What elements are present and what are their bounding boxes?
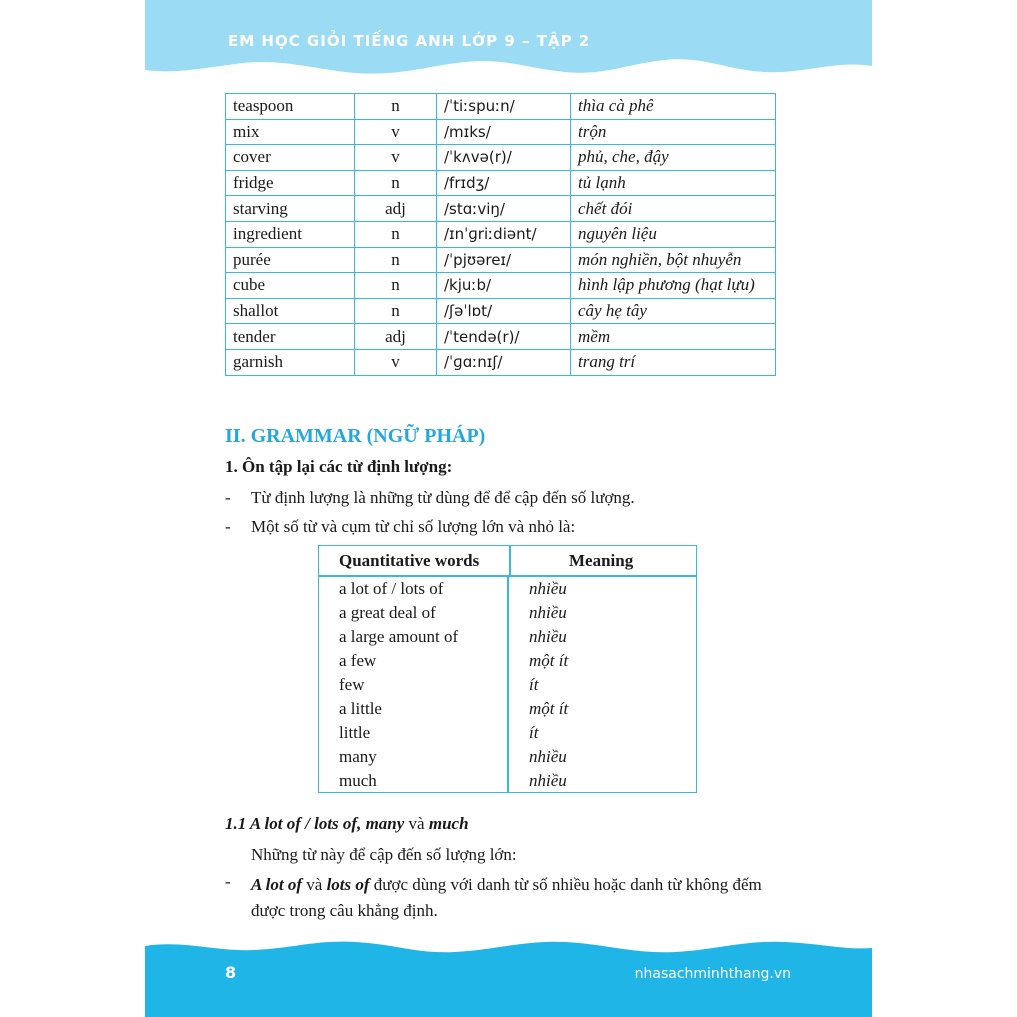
- vocab-word: cube: [226, 273, 355, 299]
- subheading-a-lot-of: [225, 814, 469, 834]
- vocab-type: n: [355, 170, 437, 196]
- vocab-ipa: /ˈɡɑːnɪʃ/: [437, 349, 571, 375]
- quantifier-meaning: nhiều: [529, 627, 567, 646]
- vocab-row: [226, 221, 776, 247]
- quantifier-meaning: ít: [529, 723, 539, 742]
- vocab-type: n: [355, 94, 437, 120]
- vocab-meaning: phủ, che, đậy: [571, 145, 776, 171]
- quantifier-word: a few: [339, 651, 377, 670]
- quantifier-meaning: nhiều: [529, 579, 567, 598]
- vocab-type: n: [355, 273, 437, 299]
- quantifier-table: [318, 545, 697, 793]
- text: và: [302, 875, 327, 894]
- quantifier-word: a great deal of: [339, 603, 436, 622]
- vocab-table: [225, 93, 776, 376]
- vocab-row: [226, 273, 776, 299]
- quantifier-meaning: nhiều: [529, 771, 567, 790]
- text: được dùng với danh từ số nhiều hoặc danh từ không đếm được trong câu khẳng định.: [251, 875, 762, 920]
- vocab-meaning: trang trí: [571, 349, 776, 375]
- vocab-type: n: [355, 221, 437, 247]
- quantifier-row: [319, 723, 696, 747]
- quantifier-row: [319, 579, 696, 603]
- bullet-dash: -: [225, 872, 231, 891]
- subheading-quantifiers: 1. Ôn tập lại các từ định lượng:: [225, 457, 453, 476]
- quantifier-meaning: nhiều: [529, 603, 567, 622]
- vocab-row: [226, 145, 776, 171]
- vocab-word: starving: [226, 196, 355, 222]
- vocab-ipa: /ˈtiːspuːn/: [437, 94, 571, 120]
- page-number: 8: [225, 963, 237, 982]
- vocab-type: v: [355, 119, 437, 145]
- vocab-ipa: /ˈkʌvə(r)/: [437, 145, 571, 171]
- vocab-type: v: [355, 145, 437, 171]
- grammar-heading: II. GRAMMAR (NGỮ PHÁP): [225, 425, 486, 447]
- header-divider: [509, 546, 511, 576]
- quantifier-word: a lot of / lots of: [339, 579, 444, 598]
- term: lots of: [326, 875, 370, 894]
- vocab-row: [226, 196, 776, 222]
- vocab-type: adj: [355, 196, 437, 222]
- vocab-meaning: cây hẹ tây: [571, 298, 776, 324]
- vocab-word: cover: [226, 145, 355, 171]
- quantifier-row: [319, 627, 696, 651]
- quantifier-meaning: nhiều: [529, 747, 567, 766]
- quantifier-row: [319, 675, 696, 699]
- vocab-ipa: /frɪdʒ/: [437, 170, 571, 196]
- vocab-ipa: /ɪnˈɡriːdiənt/: [437, 221, 571, 247]
- vocab-word: fridge: [226, 170, 355, 196]
- quantifier-word: few: [339, 675, 365, 694]
- vocab-word: ingredient: [226, 221, 355, 247]
- quantifier-row: [319, 699, 696, 723]
- bullet-dash: -: [225, 488, 231, 507]
- vocab-meaning: chết đói: [571, 196, 776, 222]
- vocab-row: [226, 247, 776, 273]
- website-link[interactable]: nhasachminhthang.vn: [634, 966, 791, 982]
- vocab-row: [226, 324, 776, 350]
- vocab-row: [226, 170, 776, 196]
- vocab-row: [226, 349, 776, 375]
- paragraph: Những từ này để cập đến số lượng lớn:: [251, 845, 517, 864]
- quantifier-row: [319, 771, 696, 795]
- page: [145, 0, 872, 1017]
- bullet-text: Một số từ và cụm từ chỉ số lượng lớn và nhỏ là:: [251, 517, 576, 536]
- bullet-dash: -: [225, 517, 231, 536]
- vocab-meaning: thìa cà phê: [571, 94, 776, 120]
- column-header-meaning: Meaning: [569, 551, 634, 570]
- vocab-word: purée: [226, 247, 355, 273]
- vocab-row: [226, 298, 776, 324]
- quantifier-word: much: [339, 771, 377, 790]
- quantifier-word: a large amount of: [339, 627, 459, 646]
- quantifier-word: little: [339, 723, 371, 742]
- quantifier-meaning: ít: [529, 675, 539, 694]
- vocab-ipa: /stɑːviŋ/: [437, 196, 571, 222]
- vocab-row: [226, 119, 776, 145]
- vocab-ipa: /kjuːb/: [437, 273, 571, 299]
- vocab-word: teaspoon: [226, 94, 355, 120]
- quantifier-row: [319, 651, 696, 675]
- vocab-type: adj: [355, 324, 437, 350]
- quantifier-word: a little: [339, 699, 382, 718]
- quantifier-meaning: một ít: [529, 651, 569, 670]
- vocab-word: tender: [226, 324, 355, 350]
- term: A lot of: [251, 875, 303, 894]
- vocab-ipa: /ˈtendə(r)/: [437, 324, 571, 350]
- quantifier-row: [319, 747, 696, 771]
- subheading-part: và: [408, 814, 425, 833]
- subheading-part: 1.1 A lot of / lots of, many: [225, 814, 409, 833]
- bullet-text: [251, 872, 796, 924]
- subheading-part: much: [424, 814, 469, 833]
- vocab-ipa: /mɪks/: [437, 119, 571, 145]
- vocab-meaning: hình lập phương (hạt lựu): [571, 273, 776, 299]
- quantifier-word: many: [339, 747, 377, 766]
- vocab-ipa: /ʃəˈlɒt/: [437, 298, 571, 324]
- vocab-word: shallot: [226, 298, 355, 324]
- bullet-text: Từ định lượng là những từ dùng để để cập đến số lượng.: [251, 488, 635, 507]
- vocab-meaning: món nghiền, bột nhuyễn: [571, 247, 776, 273]
- column-header-words: Quantitative words: [339, 551, 480, 570]
- header-title: EM HỌC GIỎI TIẾNG ANH LỚP 9 – TẬP 2: [228, 32, 591, 50]
- vocab-meaning: nguyên liệu: [571, 221, 776, 247]
- vocab-type: n: [355, 247, 437, 273]
- vocab-row: [226, 94, 776, 120]
- quantifier-meaning: một ít: [529, 699, 569, 718]
- vocab-ipa: /ˈpjʊəreɪ/: [437, 247, 571, 273]
- vocab-type: v: [355, 349, 437, 375]
- quantifier-row: [319, 603, 696, 627]
- vocab-meaning: trộn: [571, 119, 776, 145]
- vocab-word: mix: [226, 119, 355, 145]
- vocab-meaning: tủ lạnh: [571, 170, 776, 196]
- vocab-meaning: mềm: [571, 324, 776, 350]
- vocab-word: garnish: [226, 349, 355, 375]
- vocab-type: n: [355, 298, 437, 324]
